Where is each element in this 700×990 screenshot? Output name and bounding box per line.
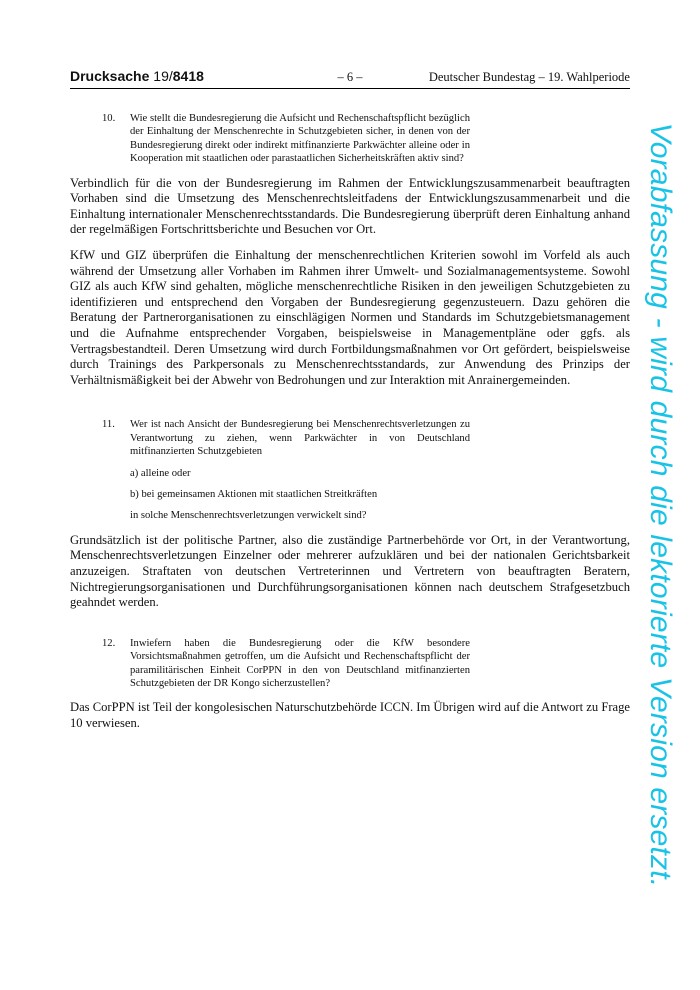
parliament-label: Deutscher Bundestag – 19. Wahlperiode <box>428 70 630 84</box>
question-number: 11. <box>102 419 115 431</box>
question-text: Wie stellt die Bundesregierung die Aufsicht und Rechenschaftspflicht bezüglich der Einhaltung der Menschenrechte in Schutzgebieten sicher, in denen von der Bundesregierung direkt oder indirekt mitfinanzierte Parkwächter alleine oder in Kooperation mit staatlichen oder parastaatlichen Sicherheitskräften aktiv sind? <box>130 113 470 165</box>
doc-label: Drucksache <box>70 68 150 84</box>
answer-11-paragraph-1: Grundsätzlich ist der politische Partner, also die zuständige Partnerbehörde vor Ort, in der Verantwortung, Menschenrechtsverletzungen Einzelner oder mehrerer aufzuklären und bei der nationalen Gerichtsbarkeit anzuzeigen. Straftaten von deutschen Vertreterinnen und Vertretern von beauftragten Beratern, Nichtregierungsorganisationen und Durchführungsorganisationen können nach deutschem Strafgesetzbuch geahndet werden. <box>70 532 630 610</box>
answer-10-paragraph-1: Verbindlich für die von der Bundesregierung im Rahmen der Entwicklungszusammenarbeit beauftragten Vorhaben sind die Umsetzung des Menschenrechtsleitfadens der Entwicklungszusammenarbeit und die Einhaltung internationaler Menschenrechtsstandards. Die Bundesregierung überprüft deren Einhaltung anhand der regelmäßigen Fortschrittsberichte und Besuchen vor Ort. <box>70 175 630 237</box>
question-number: 10. <box>102 113 116 124</box>
page-content <box>70 112 630 732</box>
question-11-sub-end: in solche Menschenrechtsverletzungen verwickelt sind? <box>130 510 367 522</box>
watermark-text: Vorabfassung - wird durch die lektorierte Version ersetzt. <box>644 122 677 888</box>
question-11-sub-b: b) bei gemeinsamen Aktionen mit staatlichen Streitkräften <box>130 488 378 500</box>
question-text: Inwiefern haben die Bundesregierung oder die KfW besondere Vorsichtsmaßnahmen getroffen, um die Aufsicht und Rechenschaftspflicht der paramilitärischen Einheit CorPPN in den von Deutschland mitfinanzierten Schutzgebieten der DR Kongo sicherzustellen? <box>130 637 470 689</box>
doc-number: 8418 <box>172 68 204 84</box>
question-11 <box>102 418 630 458</box>
question-10 <box>102 112 630 166</box>
question-number: 12. <box>102 637 116 649</box>
page-number: – 6 – <box>337 70 363 84</box>
answer-10-paragraph-2: KfW und GIZ überprüfen die Einhaltung der menschenrechtlichen Kriterien sowohl im Vorfeld als auch während der Umsetzung aller Vorhaben im Rahmen ihrer Umwelt- und Sozialmanagementsysteme. Sowohl GIZ als auch KfW sind gehalten, mögliche menschenrechtliche Risiken in den jeweiligen Schutzgebieten zu identifizieren und entsprechend den Vorgaben der Bundesregierung gegenzusteuern. Dazu gehören die Beratung der Partnerorganisationen zu einschlägigen Normen und Standards im Schutzgebietsmanagement und die Aufnahme entsprechender Vorgaben, beispielsweise in Managementpläne oder ggfs. als Vertragsbestandteil. Deren Umsetzung wird durch Fortbildungsmaßnahmen vor Ort gefördert, beispielsweise durch Trainings des Parkpersonals zu Menschenrechtsstandards, zur Anwendung des Prinzips der Verhältnismäßigkeit bei der Abwehr von Bedrohungen und zur Interaktion mit Anrainergemeinden. <box>70 248 630 387</box>
answer-12-paragraph-1: Das CorPPN ist Teil der kongolesischen Naturschutzbehörde ICCN. Im Übrigen wird auf die Antwort zu Frage 10 verwiesen. <box>70 700 630 730</box>
question-12 <box>102 637 630 691</box>
doc-number-prefix: 19/ <box>153 68 173 84</box>
draft-watermark <box>640 110 680 900</box>
page-header <box>70 68 630 89</box>
question-text: Wer ist nach Ansicht der Bundesregierung bei Menschenrechtsverletzungen zu Verantwortung zu ziehen, wenn Parkwächter in von Deutschland mitfinanzierten Schutzgebieten <box>130 419 470 458</box>
question-11-sub-a: a) alleine oder <box>130 467 191 479</box>
